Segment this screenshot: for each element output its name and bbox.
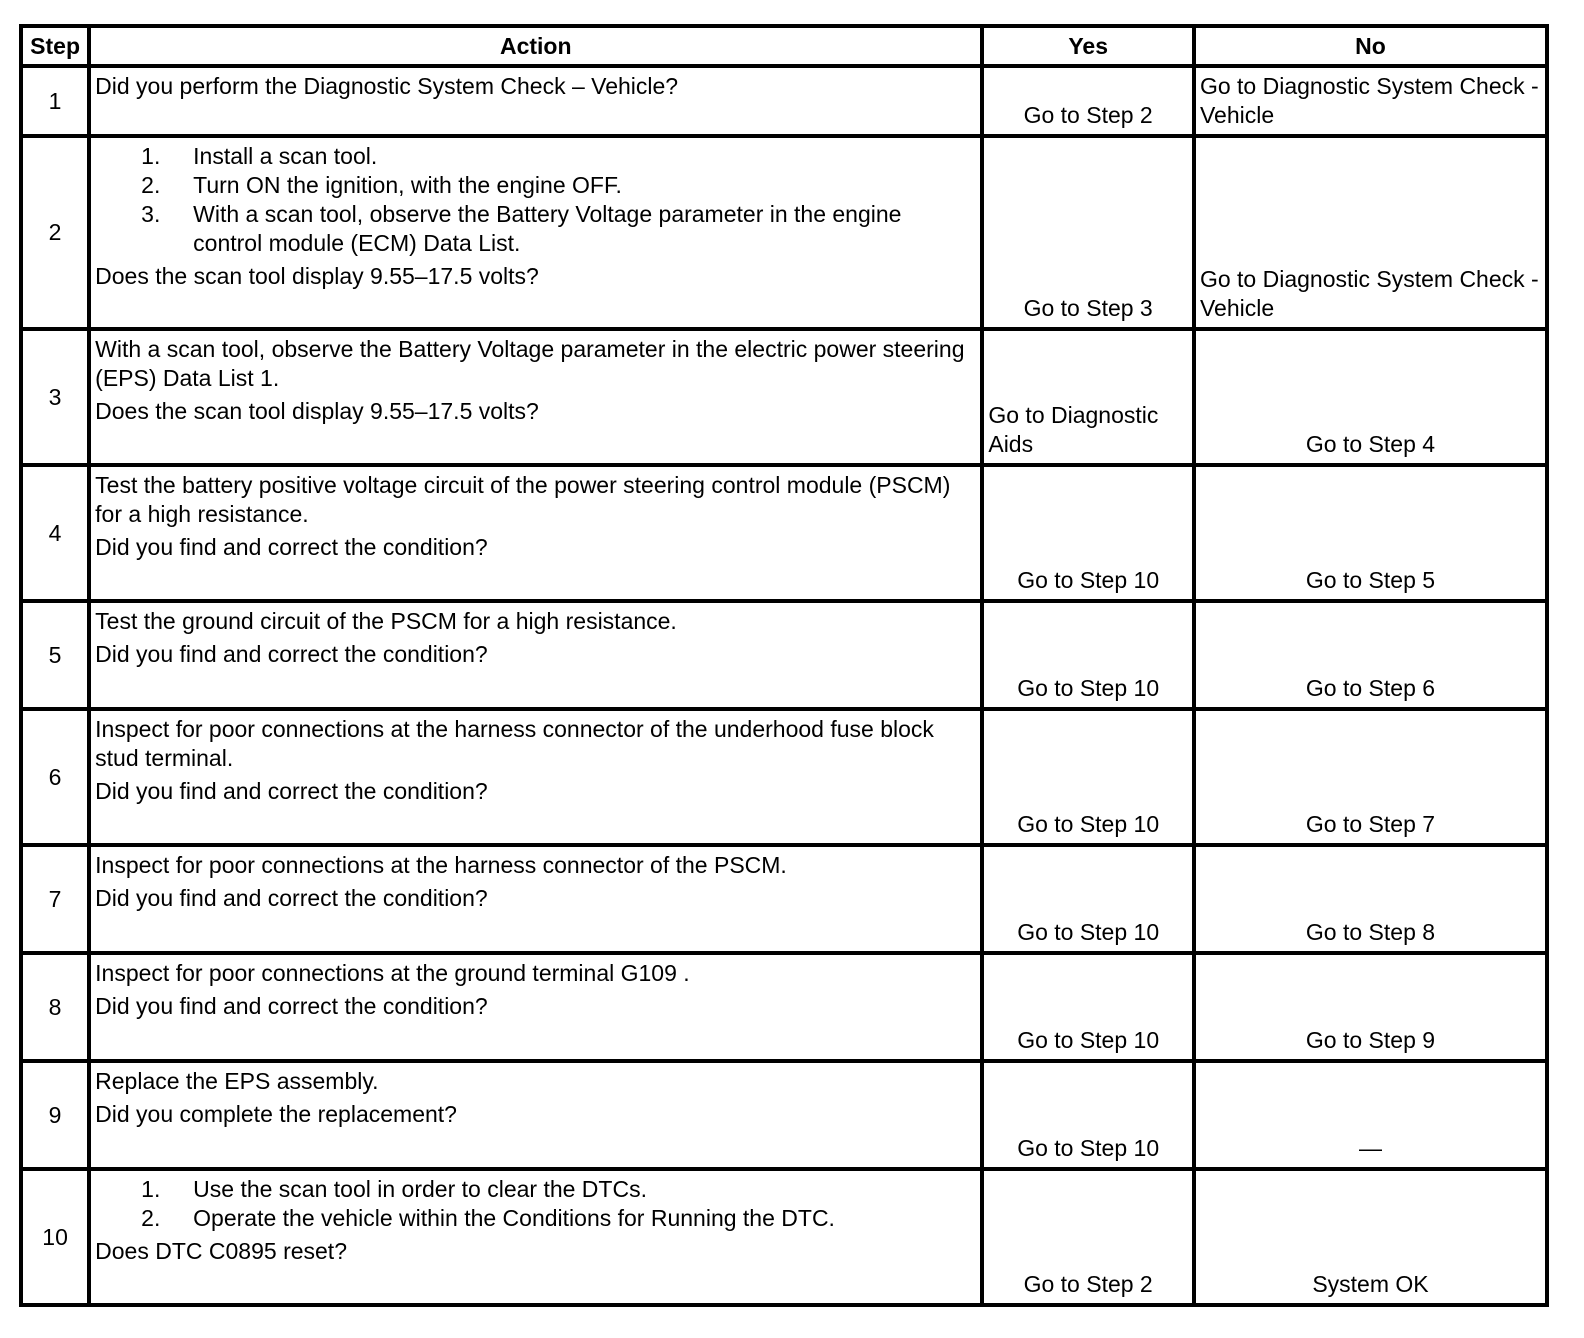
action-cell: [89, 465, 982, 601]
action-question: Did you find and correct the condition?: [95, 778, 488, 804]
action-question: Does the scan tool display 9.55–17.5 volts?: [95, 398, 539, 424]
step-number: 3: [21, 329, 89, 465]
action-question: Does DTC C0895 reset?: [95, 1238, 347, 1264]
list-item: 3. With a scan tool, observe the Battery Voltage parameter in the engine control module (ECM) Data List.: [141, 201, 902, 256]
yes-result: Go to Step 2: [982, 1169, 1194, 1305]
action-question: Did you find and correct the condition?: [95, 641, 488, 667]
diagnostic-table: [19, 24, 1549, 1307]
action-cell: [89, 1169, 982, 1305]
no-result: Go to Step 7: [1194, 709, 1547, 845]
yes-result: Go to Step 10: [982, 1061, 1194, 1169]
no-result: Go to Step 9: [1194, 953, 1547, 1061]
header-no: No: [1194, 26, 1547, 66]
yes-result: Go to Step 10: [982, 709, 1194, 845]
no-result: Go to Step 6: [1194, 601, 1547, 709]
yes-result: Go to Step 10: [982, 953, 1194, 1061]
action-text: Inspect for poor connections at the ground terminal G109 .: [95, 960, 690, 986]
action-cell: [89, 329, 982, 465]
action-cell: [89, 953, 982, 1061]
action-text: Replace the EPS assembly.: [95, 1068, 379, 1094]
header-action: Action: [89, 26, 982, 66]
yes-result: Go to Diagnostic Aids: [982, 329, 1194, 465]
list-item: 1. Use the scan tool in order to clear the DTCs.: [141, 1176, 647, 1202]
action-cell: [89, 66, 982, 136]
no-result: —: [1194, 1061, 1547, 1169]
yes-result: Go to Step 10: [982, 601, 1194, 709]
step-number: 10: [21, 1169, 89, 1305]
no-result: Go to Diagnostic System Check - Vehicle: [1194, 66, 1547, 136]
step-number: 5: [21, 601, 89, 709]
action-cell: [89, 709, 982, 845]
table-row: [21, 136, 1547, 329]
table-row: [21, 1169, 1547, 1305]
table-row: [21, 1061, 1547, 1169]
action-cell: [89, 1061, 982, 1169]
header-step: Step: [21, 26, 89, 66]
step-number: 1: [21, 66, 89, 136]
no-result: Go to Step 4: [1194, 329, 1547, 465]
step-number: 4: [21, 465, 89, 601]
yes-result: Go to Step 10: [982, 845, 1194, 953]
no-result: Go to Step 8: [1194, 845, 1547, 953]
action-question: Did you find and correct the condition?: [95, 885, 488, 911]
action-cell: [89, 601, 982, 709]
action-text: Inspect for poor connections at the harness connector of the underhood fuse block stud terminal.: [95, 716, 934, 771]
yes-result: Go to Step 3: [982, 136, 1194, 329]
step-number: 8: [21, 953, 89, 1061]
table-header-row: [21, 26, 1547, 66]
step-number: 2: [21, 136, 89, 329]
header-yes: Yes: [982, 26, 1194, 66]
action-text: With a scan tool, observe the Battery Voltage parameter in the electric power steering (EPS) Data List 1.: [95, 336, 965, 391]
action-cell: [89, 136, 982, 329]
action-question: Did you find and correct the condition?: [95, 993, 488, 1019]
action-text: Did you perform the Diagnostic System Check – Vehicle?: [95, 73, 679, 99]
table-row: [21, 845, 1547, 953]
action-text: Test the battery positive voltage circuit of the power steering control module (PSCM) for a high resistance.: [95, 472, 951, 527]
action-question: Did you complete the replacement?: [95, 1101, 457, 1127]
action-text: Inspect for poor connections at the harness connector of the PSCM.: [95, 852, 787, 878]
action-question: Does the scan tool display 9.55–17.5 volts?: [95, 263, 539, 289]
table-row: [21, 329, 1547, 465]
step-number: 9: [21, 1061, 89, 1169]
step-number: 7: [21, 845, 89, 953]
table-row: [21, 601, 1547, 709]
yes-result: Go to Step 2: [982, 66, 1194, 136]
action-list: [95, 1175, 976, 1233]
table-row: [21, 465, 1547, 601]
action-question: Did you find and correct the condition?: [95, 534, 488, 560]
action-cell: [89, 845, 982, 953]
list-item: 2. Turn ON the ignition, with the engine OFF.: [141, 172, 622, 198]
table-row: [21, 66, 1547, 136]
step-number: 6: [21, 709, 89, 845]
no-result: System OK: [1194, 1169, 1547, 1305]
list-item: 2. Operate the vehicle within the Conditions for Running the DTC.: [141, 1205, 835, 1231]
action-list: [95, 142, 976, 258]
table-row: [21, 953, 1547, 1061]
table-row: [21, 709, 1547, 845]
yes-result: Go to Step 10: [982, 465, 1194, 601]
list-item: 1. Install a scan tool.: [141, 143, 378, 169]
action-text: Test the ground circuit of the PSCM for a high resistance.: [95, 608, 677, 634]
no-result: Go to Step 5: [1194, 465, 1547, 601]
no-result: Go to Diagnostic System Check - Vehicle: [1194, 136, 1547, 329]
